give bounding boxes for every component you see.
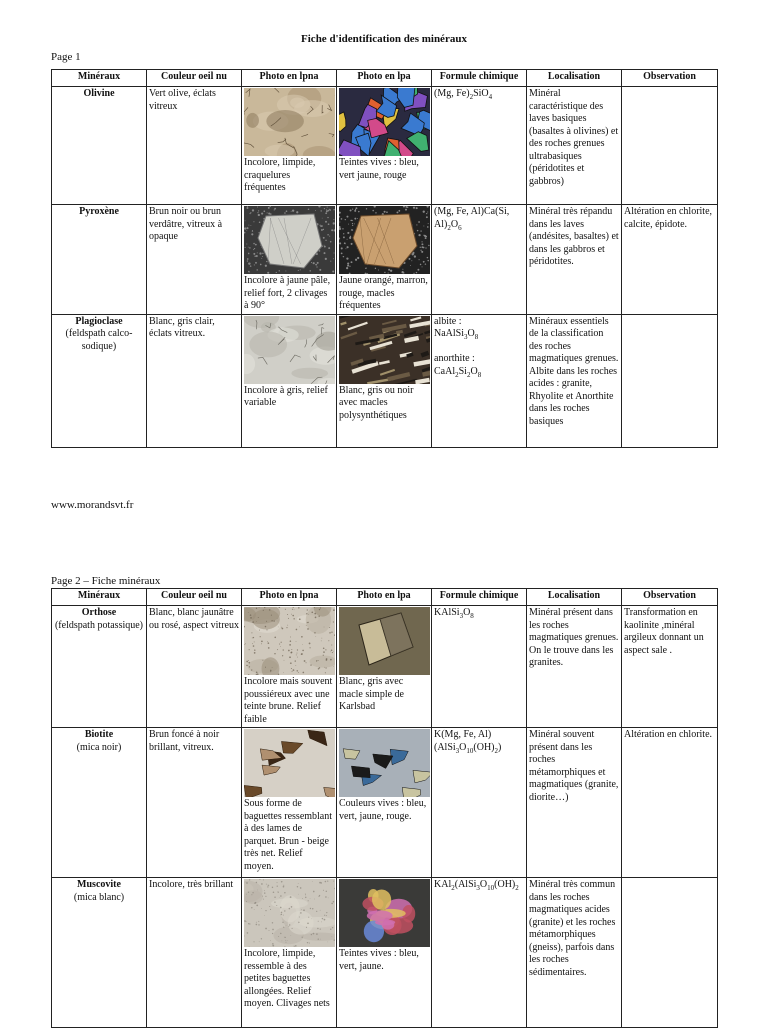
minerals-table-page1 bbox=[51, 69, 718, 448]
header-observation: Observation bbox=[622, 589, 718, 606]
plagioclase-lpa-photo bbox=[339, 316, 430, 384]
biotite-lpna-photo bbox=[244, 729, 335, 797]
photo-lpa-caption: Couleurs vives : bleu, vert, jaune, rouge. bbox=[339, 798, 427, 822]
photo-lpa-caption: Blanc, gris ou noir avec macles polysynthétiques bbox=[339, 384, 414, 421]
mineral-subname: (feldspath calco-sodique) bbox=[65, 328, 133, 352]
photo-lpa-cell bbox=[337, 606, 432, 728]
header-mineraux: Minéraux bbox=[52, 70, 147, 87]
pyroxene-lpna-photo bbox=[244, 206, 335, 274]
observation-cell bbox=[622, 87, 718, 205]
photo-lpa-caption: Blanc, gris avec macle simple de Karlsbad bbox=[339, 676, 404, 712]
plagioclase-lpna-photo bbox=[244, 316, 335, 384]
header-lpa: Photo en lpa bbox=[337, 70, 432, 87]
table-row bbox=[52, 205, 718, 315]
eye-color-cell: Brun noir ou brun verdâtre, vitreux à opaque bbox=[147, 205, 242, 315]
photo-lpa-cell bbox=[337, 314, 432, 447]
pyroxene-lpa-photo bbox=[339, 206, 430, 274]
photo-lpna-cell bbox=[242, 878, 337, 1028]
orthose-lpa-photo bbox=[339, 607, 430, 675]
mineral-name-cell bbox=[52, 878, 147, 1028]
mineral-name-cell bbox=[52, 205, 147, 315]
mineral-name: Muscovite bbox=[77, 879, 121, 890]
mineral-subname: (mica blanc) bbox=[73, 891, 125, 903]
document-title: Fiche d'identification des minéraux bbox=[301, 33, 467, 45]
photo-lpna-caption: Sous forme de baguettes ressemblant à des lames de parquet. Brun - beige très net. Relief moyen. bbox=[244, 798, 333, 872]
header-localisation: Localisation bbox=[527, 70, 622, 87]
formula-cell: $KAl_2(AlSi_3O_{10}(OH)_2$ bbox=[432, 878, 527, 1028]
photo-lpa-cell bbox=[337, 878, 432, 1028]
localisation-cell: Minéral caractéristique des laves basiques (basaltes à olivines) et des roches grenues ultrabasiques (péridotites et gabbros) bbox=[527, 87, 622, 205]
biotite-lpa-photo bbox=[339, 729, 430, 797]
observation-cell bbox=[622, 314, 718, 447]
photo-lpna-caption: Incolore, limpide, craquelures fréquentes bbox=[244, 157, 316, 193]
photo-lpa-cell bbox=[337, 728, 432, 878]
photo-lpa-caption: Teintes vives : bleu, vert, jaune. bbox=[339, 948, 419, 972]
mineral-name: Plagioclase bbox=[75, 315, 123, 327]
photo-lpa-caption: Jaune orangé, marron, rouge, macles fréquentes bbox=[339, 275, 428, 311]
header-couleur: Couleur oeil nu bbox=[147, 589, 242, 606]
formula-cell: albite : $NaAlSi_3O_8$ anorthite : $CaAl_2Si_2O_8$ bbox=[432, 314, 527, 447]
photo-lpna-caption: Incolore à gris, relief variable bbox=[244, 384, 328, 408]
photo-lpna-cell bbox=[242, 87, 337, 205]
muscovite-lpna-photo bbox=[244, 879, 335, 947]
table-row bbox=[52, 878, 718, 1028]
localisation-cell: Minéral très commun dans les roches magmatiques acides (granite) et les roches métamorphiques (gneiss), parfois dans les roches sédimentaires. bbox=[527, 878, 622, 1028]
localisation-cell: Minéraux essentiels de la classification des roches magmatiques grenues. Albite dans les roches acides : granite, Rhyolite et Anorthite dans les roches basiques bbox=[527, 314, 622, 447]
page1-label: Page 1 bbox=[51, 51, 81, 63]
orthose-lpna-photo bbox=[244, 607, 335, 675]
formula-cell: $KAlSi_3O_8$ bbox=[432, 606, 527, 728]
mineral-name-cell bbox=[52, 314, 147, 447]
header-observation: Observation bbox=[622, 70, 718, 87]
photo-lpna-caption: Incolore à jaune pâle, relief fort, 2 clivages à 90° bbox=[244, 275, 331, 311]
mineral-subname: (mica noir) bbox=[76, 741, 122, 753]
photo-lpna-cell bbox=[242, 205, 337, 315]
observation-cell bbox=[622, 878, 718, 1028]
minerals-table-page2 bbox=[51, 588, 718, 1028]
photo-lpna-cell bbox=[242, 728, 337, 878]
table-row bbox=[52, 606, 718, 728]
mineral-name-cell bbox=[52, 728, 147, 878]
mineral-name-cell bbox=[52, 606, 147, 728]
header-lpna: Photo en lpna bbox=[242, 589, 337, 606]
table-row bbox=[52, 728, 718, 878]
eye-color-cell: Brun foncé à noir brillant, vitreux. bbox=[147, 728, 242, 878]
photo-lpa-caption: Teintes vives : bleu, vert jaune, rouge bbox=[339, 157, 419, 181]
header-formule: Formule chimique bbox=[432, 70, 527, 87]
footer-url: www.morandsvt.fr bbox=[51, 499, 134, 511]
photo-lpna-cell bbox=[242, 606, 337, 728]
eye-color-cell: Blanc, gris clair, éclats vitreux. bbox=[147, 314, 242, 447]
photo-lpa-cell bbox=[337, 205, 432, 315]
table-header-row bbox=[52, 70, 718, 87]
table-header-row bbox=[52, 589, 718, 606]
eye-color-cell: Vert olive, éclats vitreux bbox=[147, 87, 242, 205]
observation-cell: Altération en chlorite. bbox=[622, 728, 718, 878]
localisation-cell: Minéral présent dans les roches magmatiques grenues. On le trouve dans les granites. bbox=[527, 606, 622, 728]
photo-lpna-caption: Incolore, limpide, ressemble à des petites baguettes allongées. Relief moyen. Clivages nets bbox=[244, 948, 330, 1009]
localisation-cell: Minéral souvent présent dans les roches métamorphiques et magmatiques (granite, diorite…) bbox=[527, 728, 622, 878]
observation-cell: Altération en chlorite, calcite, épidote. bbox=[622, 205, 718, 315]
header-mineraux: Minéraux bbox=[52, 589, 147, 606]
formula-cell: (Mg, $Fe)_2SiO_4$ bbox=[432, 87, 527, 205]
mineral-name: Biotite bbox=[84, 729, 114, 740]
localisation-cell: Minéral très répandu dans les laves (andésites, basaltes) et dans les gabbros et péridotites. bbox=[527, 205, 622, 315]
header-lpa: Photo en lpa bbox=[337, 589, 432, 606]
header-localisation: Localisation bbox=[527, 589, 622, 606]
photo-lpa-cell bbox=[337, 87, 432, 205]
header-couleur: Couleur oeil nu bbox=[147, 70, 242, 87]
header-lpna: Photo en lpna bbox=[242, 70, 337, 87]
observation-cell: Transformation en kaolinite ,minéral argileux donnant un aspect sale . bbox=[622, 606, 718, 728]
olivine-lpa-photo bbox=[339, 88, 430, 156]
mineral-name-cell bbox=[52, 87, 147, 205]
formula-cell: K(Mg, Fe, $Al)(AlSi_3O_{10}(OH)_2)$ bbox=[432, 728, 527, 878]
mineral-name: Olivine bbox=[83, 88, 115, 99]
photo-lpna-caption: Incolore mais souvent poussiéreux avec une teinte brune. Relief faible bbox=[244, 676, 333, 725]
mineral-subname: (feldspath potassique) bbox=[54, 619, 144, 631]
eye-color-cell: Blanc, blanc jaunâtre ou rosé, aspect vitreux bbox=[147, 606, 242, 728]
olivine-lpna-photo bbox=[244, 88, 335, 156]
eye-color-cell: Incolore, très brillant bbox=[147, 878, 242, 1028]
mineral-name: Orthose bbox=[81, 607, 117, 618]
muscovite-lpa-photo bbox=[339, 879, 430, 947]
formula-cell: (Mg, Fe, Al)Ca(Si, $Al)_2O_6$ bbox=[432, 205, 527, 315]
table-row bbox=[52, 314, 718, 447]
table-row bbox=[52, 87, 718, 205]
photo-lpna-cell bbox=[242, 314, 337, 447]
page2-label: Page 2 – Fiche minéraux bbox=[51, 575, 161, 587]
header-formule: Formule chimique bbox=[432, 589, 527, 606]
mineral-name: Pyroxène bbox=[79, 206, 119, 217]
